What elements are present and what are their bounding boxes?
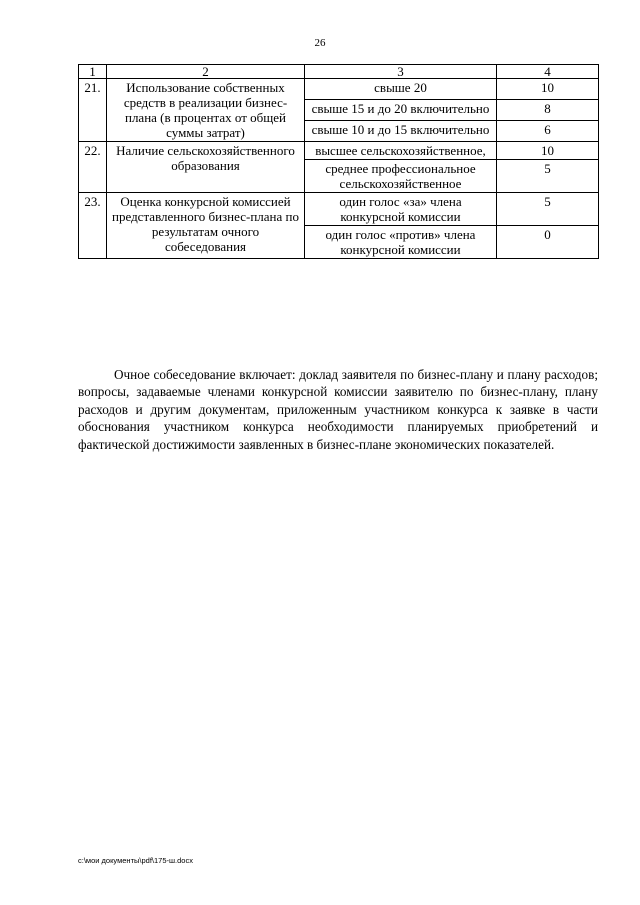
column-header: 1 [79,65,107,79]
score-cell: 10 [497,142,599,160]
criterion-text: Наличие сельскохозяйственного образования [107,142,305,193]
criterion-text: Оценка конкурсной комиссией представленного бизнес-плана по результатам очного собеседования [107,193,305,259]
footer-file-path: с:\мои документы\pdf\175-ш.docx [78,856,193,865]
table-row [79,142,599,160]
table-row [79,193,599,226]
condition-cell: среднее профессиональное сельскохозяйственное [305,160,497,193]
condition-cell: свыше 10 и до 15 включительно [305,121,497,142]
score-cell: 6 [497,121,599,142]
row-number: 23. [79,193,107,259]
condition-cell: свыше 15 и до 20 включительно [305,100,497,121]
score-cell: 5 [497,160,599,193]
score-cell: 8 [497,100,599,121]
page-number: 26 [314,37,326,49]
body-paragraph: Очное собеседование включает: доклад заявителя по бизнес-плану и плану расходов; вопросы, задаваемые членами конкурсной комиссии заявителю по бизнес-плану, плану расходов и другим документам, приложенным участником конкурса к заявке в части обоснования участником конкурса необходимости планируемых приобретений и фактической достижимости заявленных в бизнес-плане экономических показателей. [78,367,598,452]
score-cell: 5 [497,193,599,226]
condition-cell: высшее сельскохозяйственное, [305,142,497,160]
row-number: 21. [79,79,107,142]
condition-cell: один голос «против» члена конкурсной комиссии [305,226,497,259]
score-cell: 0 [497,226,599,259]
column-header: 4 [497,65,599,79]
table-row [79,79,599,100]
condition-cell: один голос «за» члена конкурсной комиссии [305,193,497,226]
score-cell: 10 [497,79,599,100]
condition-cell: свыше 20 [305,79,497,100]
column-header: 3 [305,65,497,79]
row-number: 22. [79,142,107,193]
criterion-text: Использование собственных средств в реализации бизнес-плана (в процентах от общей суммы затрат) [107,79,305,142]
criteria-table [78,64,599,259]
column-header: 2 [107,65,305,79]
table-header-row [79,65,599,79]
